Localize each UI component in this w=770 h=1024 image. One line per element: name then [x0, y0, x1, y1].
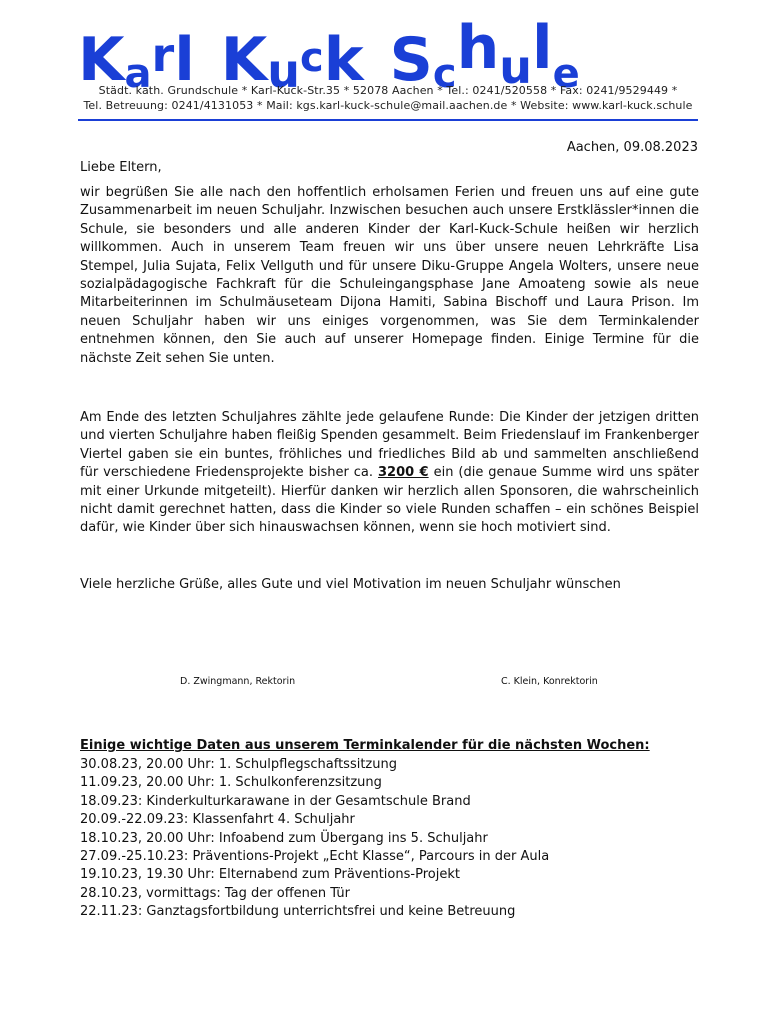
logo-letter: u: [499, 40, 533, 94]
paragraph-welcome: [80, 184, 699, 368]
logo-letter: r: [151, 28, 175, 82]
signature-vice-principal: C. Klein, Konrektorin: [501, 676, 598, 687]
logo-letter: c: [432, 51, 457, 97]
logo-letter: k: [323, 25, 364, 95]
logo-word: [78, 25, 195, 97]
peace-run-text-after: ein (die genaue Summe wird uns später mit einer Urkunde mitgeteilt). Hierfür danken wir herzlich allen Sponsoren, die wahrscheinlich nicht damit gerechnet hatten, dass die Kinder so viele Runden schaffen – ein schönes Beispiel dafür, wie Kinder über sich hinauswachsen können, wenn sie hoch motiviert sind.: [80, 465, 699, 536]
letter-greeting: Liebe Eltern,: [80, 160, 162, 175]
logo-word: [389, 13, 580, 97]
paragraph-peace-run-text: [80, 409, 699, 538]
logo-letter: a: [124, 51, 152, 97]
header-divider: [78, 119, 698, 121]
calendar-item: 27.09.-25.10.23: Präventions-Projekt „Echt Klasse“, Parcours in der Aula: [80, 849, 550, 865]
logo-letter: c: [300, 35, 324, 81]
calendar-item: 11.09.23, 20.00 Uhr: 1. Schulkonferenzsitzung: [80, 775, 382, 791]
paragraph-welcome-text: wir begrüßen Sie alle nach den hoffentlich erholsamen Ferien und freuen uns auf eine gute Zusammenarbeit im neuen Schuljahr. Inzwischen besuchen auch unsere Erstklässler*innen die Schule, sie besonders und alle anderen Kinder der Karl-Kuck-Schule heißen wir herzlich willkommen. Auch in unserem Team freuen wir uns über unsere neuen Lehrkräfte Lisa Stempel, Julia Sujata, Felix Vellguth und für unsere Diku-Gruppe Angela Wolters, unsere neue sozialpädagogische Fachkraft für die Schuleingangsphase Jane Amoateng sowie als neue Mitarbeiterinnen im Schulmäuseteam Dijona Hamiti, Sabina Bischoff und Laura Prison. Im neuen Schuljahr haben wir uns einiges vorgenommen, was Sie dem Terminkalender entnehmen können, den Sie auch auf unserer Homepage finden. Einige Termine für die nächste Zeit sehen Sie unten.: [80, 185, 699, 366]
calendar-item: 30.08.23, 20.00 Uhr: 1. Schulpflegschaftssitzung: [80, 757, 397, 772]
calendar-list: [80, 756, 549, 922]
calendar-item: 22.11.23: Ganztagsfortbildung unterrichtsfrei und keine Betreuung: [80, 904, 516, 920]
address-line-2: Tel. Betreuung: 0241/4131053 * Mail: kgs.karl-kuck-schule@mail.aachen.de * Website: www.karl-kuck.schule: [83, 99, 693, 112]
calendar-item: 20.09.-22.09.23: Klassenfahrt 4. Schuljahr: [80, 812, 355, 828]
calendar-item: 28.10.23, vormittags: Tag der offenen Tür: [80, 885, 351, 901]
calendar-item: 18.09.23: Kinderkulturkarawane in der Gesamtschule Brand: [80, 793, 471, 809]
logo-letter: K: [78, 25, 125, 95]
logo-letter: h: [456, 13, 500, 83]
calendar-item: 18.10.23, 20.00 Uhr: Infoabend zum Übergang ins 5. Schuljahr: [80, 830, 488, 846]
letter-date: Aachen, 09.08.2023: [566, 140, 698, 155]
closing-text: Viele herzliche Grüße, alles Gute und viel Motivation im neuen Schuljahr wünschen: [80, 577, 621, 592]
logo-letter: u: [267, 44, 301, 98]
logo-letter: S: [389, 25, 433, 95]
signature-principal: D. Zwingmann, Rektorin: [180, 676, 296, 687]
address-line-1: Städt. kath. Grundschule * Karl-Kuck-Str.35 * 52078 Aachen * Tel.: 0241/520558 * Fax: 0241/9529449 *: [98, 84, 678, 97]
logo-letter: l: [174, 25, 195, 95]
logo-letter: e: [552, 51, 580, 97]
paragraph-peace-run: [80, 409, 699, 538]
logo-letter: l: [532, 13, 553, 83]
logo-word: [220, 25, 364, 98]
paragraph-closing: [80, 576, 699, 594]
peace-run-text-before: Am Ende des letzten Schuljahres zählte jede gelaufene Runde: Die Kinder der jetzigen dritten und vierten Schuljahre haben fleißig Spenden gesammelt. Beim Friedenslauf im Frankenberger Viertel gaben sie ein buntes, fröhliches und friedliches Bild ab und sammelten anschließend für verschiedene Friedensprojekte bisher ca.: [80, 410, 699, 481]
calendar-heading: Einige wichtige Daten aus unserem Terminkalender für die nächsten Wochen:: [80, 738, 650, 753]
calendar-item: 19.10.23, 19.30 Uhr: Elternabend zum Präventions-Projekt: [80, 867, 460, 883]
logo-letter: K: [220, 25, 268, 95]
donation-amount: 3200 €: [378, 465, 429, 481]
